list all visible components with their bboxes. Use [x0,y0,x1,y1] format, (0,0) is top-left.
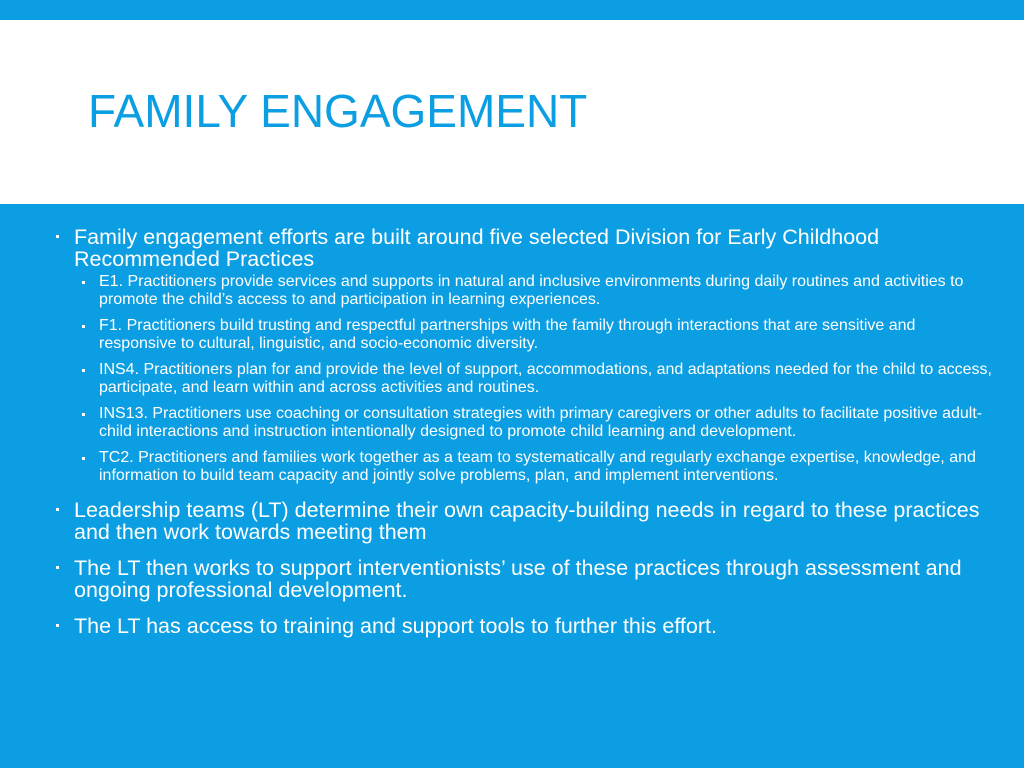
list-item [52,557,992,601]
sub-list-item [74,361,992,397]
bullet-icon [82,281,85,284]
sub-list-item [74,273,992,309]
bullet-text: The LT has access to training and support tools to further this effort. [74,614,717,638]
list-item [52,226,992,485]
bullet-icon [82,457,85,460]
sub-bullet-text: TC2. Practitioners and families work together as a team to systematically and regularly exchange expertise, knowledge, and information to build team capacity and jointly solve problems, plan, and implement interventions. [99,449,976,484]
bullet-icon [56,508,59,511]
sub-bullet-text: F1. Practitioners build trusting and respectful partnerships with the family through interactions that are sensitive and responsive to cultural, linguistic, and socio-economic diversity. [99,317,916,352]
bullet-icon [82,369,85,372]
bullet-icon [82,325,85,328]
sub-list-item [74,405,992,441]
bullet-icon [56,624,59,627]
sub-list-item [74,449,992,485]
bullet-text: Family engagement efforts are built around five selected Division for Early Childhood Recommended Practices [74,225,880,271]
bullet-icon [56,566,59,569]
sub-bullet-text: E1. Practitioners provide services and supports in natural and inclusive environments during daily routines and activities to promote the child’s access to and participation in learning experiences. [99,273,964,308]
bullet-icon [82,413,85,416]
sub-list-item [74,317,992,353]
top-accent-bar [0,0,1024,20]
slide-title: FAMILY ENGAGEMENT [88,85,588,137]
sub-bullet-list [74,273,992,485]
list-item [52,615,992,637]
bullet-text: Leadership teams (LT) determine their own capacity-building needs in regard to these practices and then work towards meeting them [74,498,980,544]
bullet-icon [56,235,59,238]
bullet-list [52,226,992,651]
bullet-text: The LT then works to support interventionists’ use of these practices through assessment and ongoing professional development. [74,556,962,602]
sub-bullet-text: INS13. Practitioners use coaching or consultation strategies with primary caregivers or other adults to facilitate positive adult-child interactions and instruction intentionally designed to promote child learning and development. [99,405,983,440]
list-item [52,499,992,543]
sub-bullet-text: INS4. Practitioners plan for and provide the level of support, accommodations, and adaptations needed for the child to access, participate, and learn within and across activities and routines. [99,361,992,396]
